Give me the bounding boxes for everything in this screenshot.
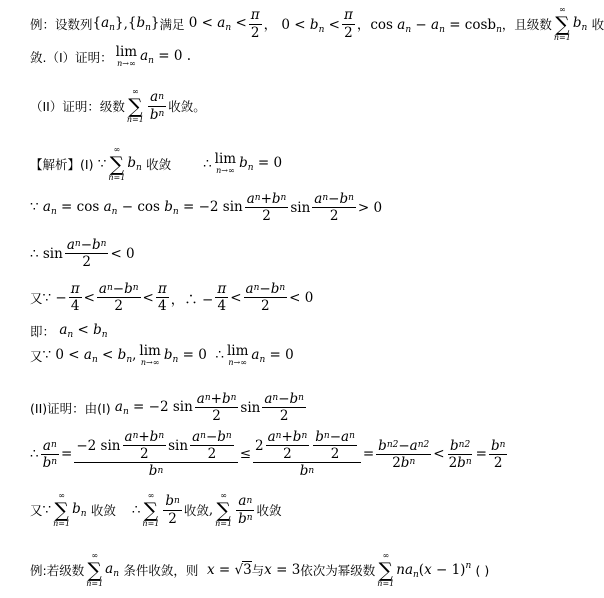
- analysis-line-2: ∵ $a_n = \cos a_n - \cos b_n = -2$ sin a n + b n 2 sin a n − b n 2 > 0: [30, 191, 383, 225]
- example-2-statement: 例:若级数 ∞ ∑ n=1 $a_n$ 条件收敛，则 x = √3 与 x = 3 依次为幂级数 ∞ ∑ n=1 $na_n(x - 1)^n$ ( ): [30, 551, 490, 588]
- analysis-line-5: 即： $a_n < b_n$: [30, 322, 108, 340]
- part-1-statement: 敛. （I）证明： lim n→∞ $a_n = 0$ .: [30, 44, 192, 68]
- example-1-statement: 例：设数列 $\{a_n\}$ , $\{b_n\}$ 满足 $0 < a_n$ < $\frac{\pi}{2}$ ， $0 < b_n$ < $\frac{\pi}{2}$ ，$\cos a_n - a_n = \cos b_n$ ，且级数 ∞ ∑ n=1 $b_n$ 收: [30, 5, 604, 42]
- part-2-conclusion: 又 ∵ ∞ ∑ n=1 $b_n$ 收敛 ∴ ∞ ∑ n=1 b n 2 收敛 , ∞ ∑ n=1 a n b n 收敛: [30, 491, 282, 528]
- example-label: 例：设数列: [30, 17, 93, 32]
- analysis-line-3: ∴ sin a n − b n 2 < 0: [30, 237, 135, 271]
- part-2-proof-start: (II)证明：由(I) $a_n = -2$ sin a n + b n 2 sin a n − b n 2: [30, 391, 304, 425]
- satisfy-text: 满足: [159, 17, 185, 32]
- analysis-label: 【解析】: [30, 157, 81, 172]
- analysis-line-1: 【解析】 (I) ∵ ∞ ∑ n=1 $b_n$ 收敛 ∴ lim n→∞ $b_n = 0$: [30, 145, 283, 182]
- part-2-statement: （II）证明：级数 ∞ ∑ n=1 a n b n 收敛。: [30, 87, 206, 124]
- example-2-label: 例:若级数: [30, 563, 85, 578]
- part-2-inequality: ∴ a n b n = −2 sin a n + b n 2 sin a n − b n 2 b n ≤ 2 a n + b n 2 b n − a n 2 b n = b n 2 − a n 2 2 b n < b n 2 2 b n = b n 2: [30, 429, 506, 480]
- analysis-line-6: 又 ∵ $0 < a_n < b_n$, lim n→∞ $b_n = 0$ ∴ lim n→∞ $a_n = 0$: [30, 343, 294, 367]
- analysis-line-4: 又 ∵ − $\frac{\pi}{4}$ < a n − b n 2 < $\frac{\pi}{4}$ ，∴ − $\frac{\pi}{4}$ < a n − b n 2 < 0: [30, 281, 314, 315]
- answer-blank[interactable]: ( ): [475, 562, 490, 578]
